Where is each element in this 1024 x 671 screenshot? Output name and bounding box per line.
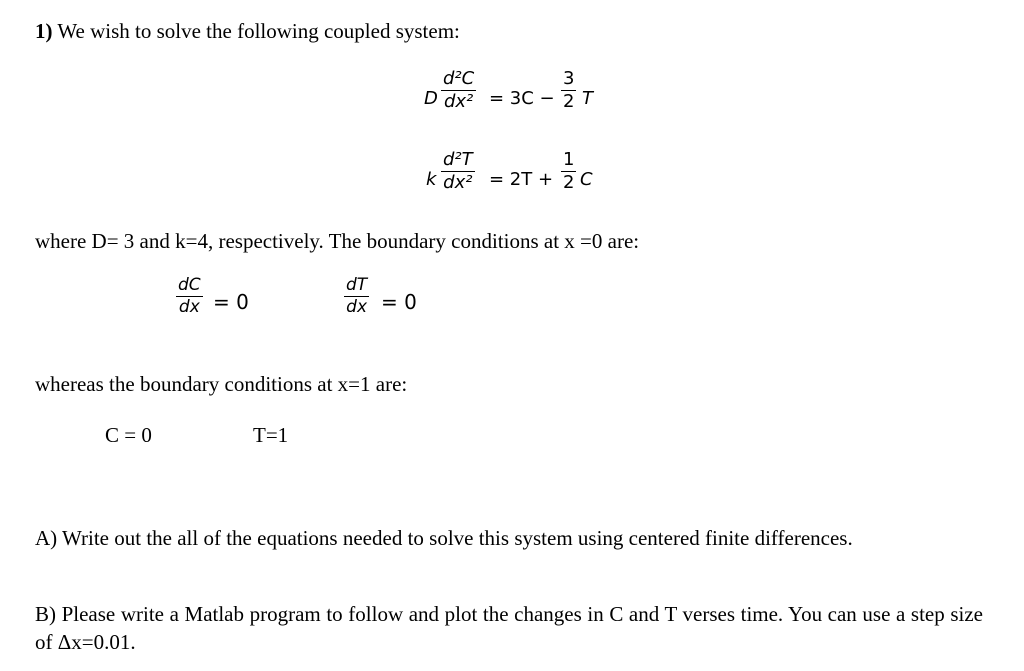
- eq1-num: d²C: [443, 68, 475, 89]
- problem-number: 1): [35, 19, 53, 43]
- part-a: A) Write out the all of the equations needed to solve this system using centered finite differences.: [35, 526, 853, 550]
- eq2-num: d²T: [443, 149, 473, 170]
- eq1-tail: T: [582, 88, 593, 109]
- dT-dx-fraction: [344, 277, 369, 316]
- dC-num: dC: [178, 275, 201, 295]
- whereas-text: whereas the boundary conditions at x=1 are:: [35, 372, 408, 396]
- dT-num: dT: [346, 275, 368, 295]
- eq1-derivative: [441, 70, 476, 111]
- eq2-tail: C: [580, 169, 593, 190]
- eq2-frac-num: 1: [563, 149, 575, 170]
- problem-intro: We wish to solve the following coupled system:: [57, 19, 460, 43]
- where-text: where D= 3 and k=4, respectively. The boundary conditions at x =0 are:: [35, 229, 640, 253]
- eq2-fraction: [561, 151, 576, 192]
- part-b: B) Please write a Matlab program to follow and plot the changes in C and T verses time. You can use a step size of Δx=0.01.: [35, 602, 983, 654]
- eq1-frac-num: 3: [563, 68, 575, 89]
- dC-dx-fraction: [176, 277, 203, 316]
- eq2-coef: k: [426, 169, 437, 190]
- eq1-fraction: [561, 70, 576, 111]
- eq1-coef: D: [424, 88, 438, 109]
- dC-rhs: = 0: [213, 290, 249, 314]
- eq2-frac-den: 2: [563, 172, 575, 193]
- eq2-derivative: [441, 151, 475, 192]
- eq2-den: dx²: [443, 172, 473, 193]
- dC-den: dx: [178, 297, 200, 317]
- eq1-den: dx²: [443, 91, 474, 112]
- dT-den: dx: [346, 297, 368, 317]
- dT-rhs: = 0: [381, 290, 417, 314]
- bc-x1-T: T=1: [253, 423, 289, 447]
- problem-heading: [35, 21, 460, 42]
- eq1-rhs: = 3C −: [489, 88, 555, 109]
- bc-x1-C: C = 0: [105, 423, 152, 447]
- eq2-rhs: = 2T +: [489, 169, 554, 190]
- eq1-frac-den: 2: [563, 91, 575, 112]
